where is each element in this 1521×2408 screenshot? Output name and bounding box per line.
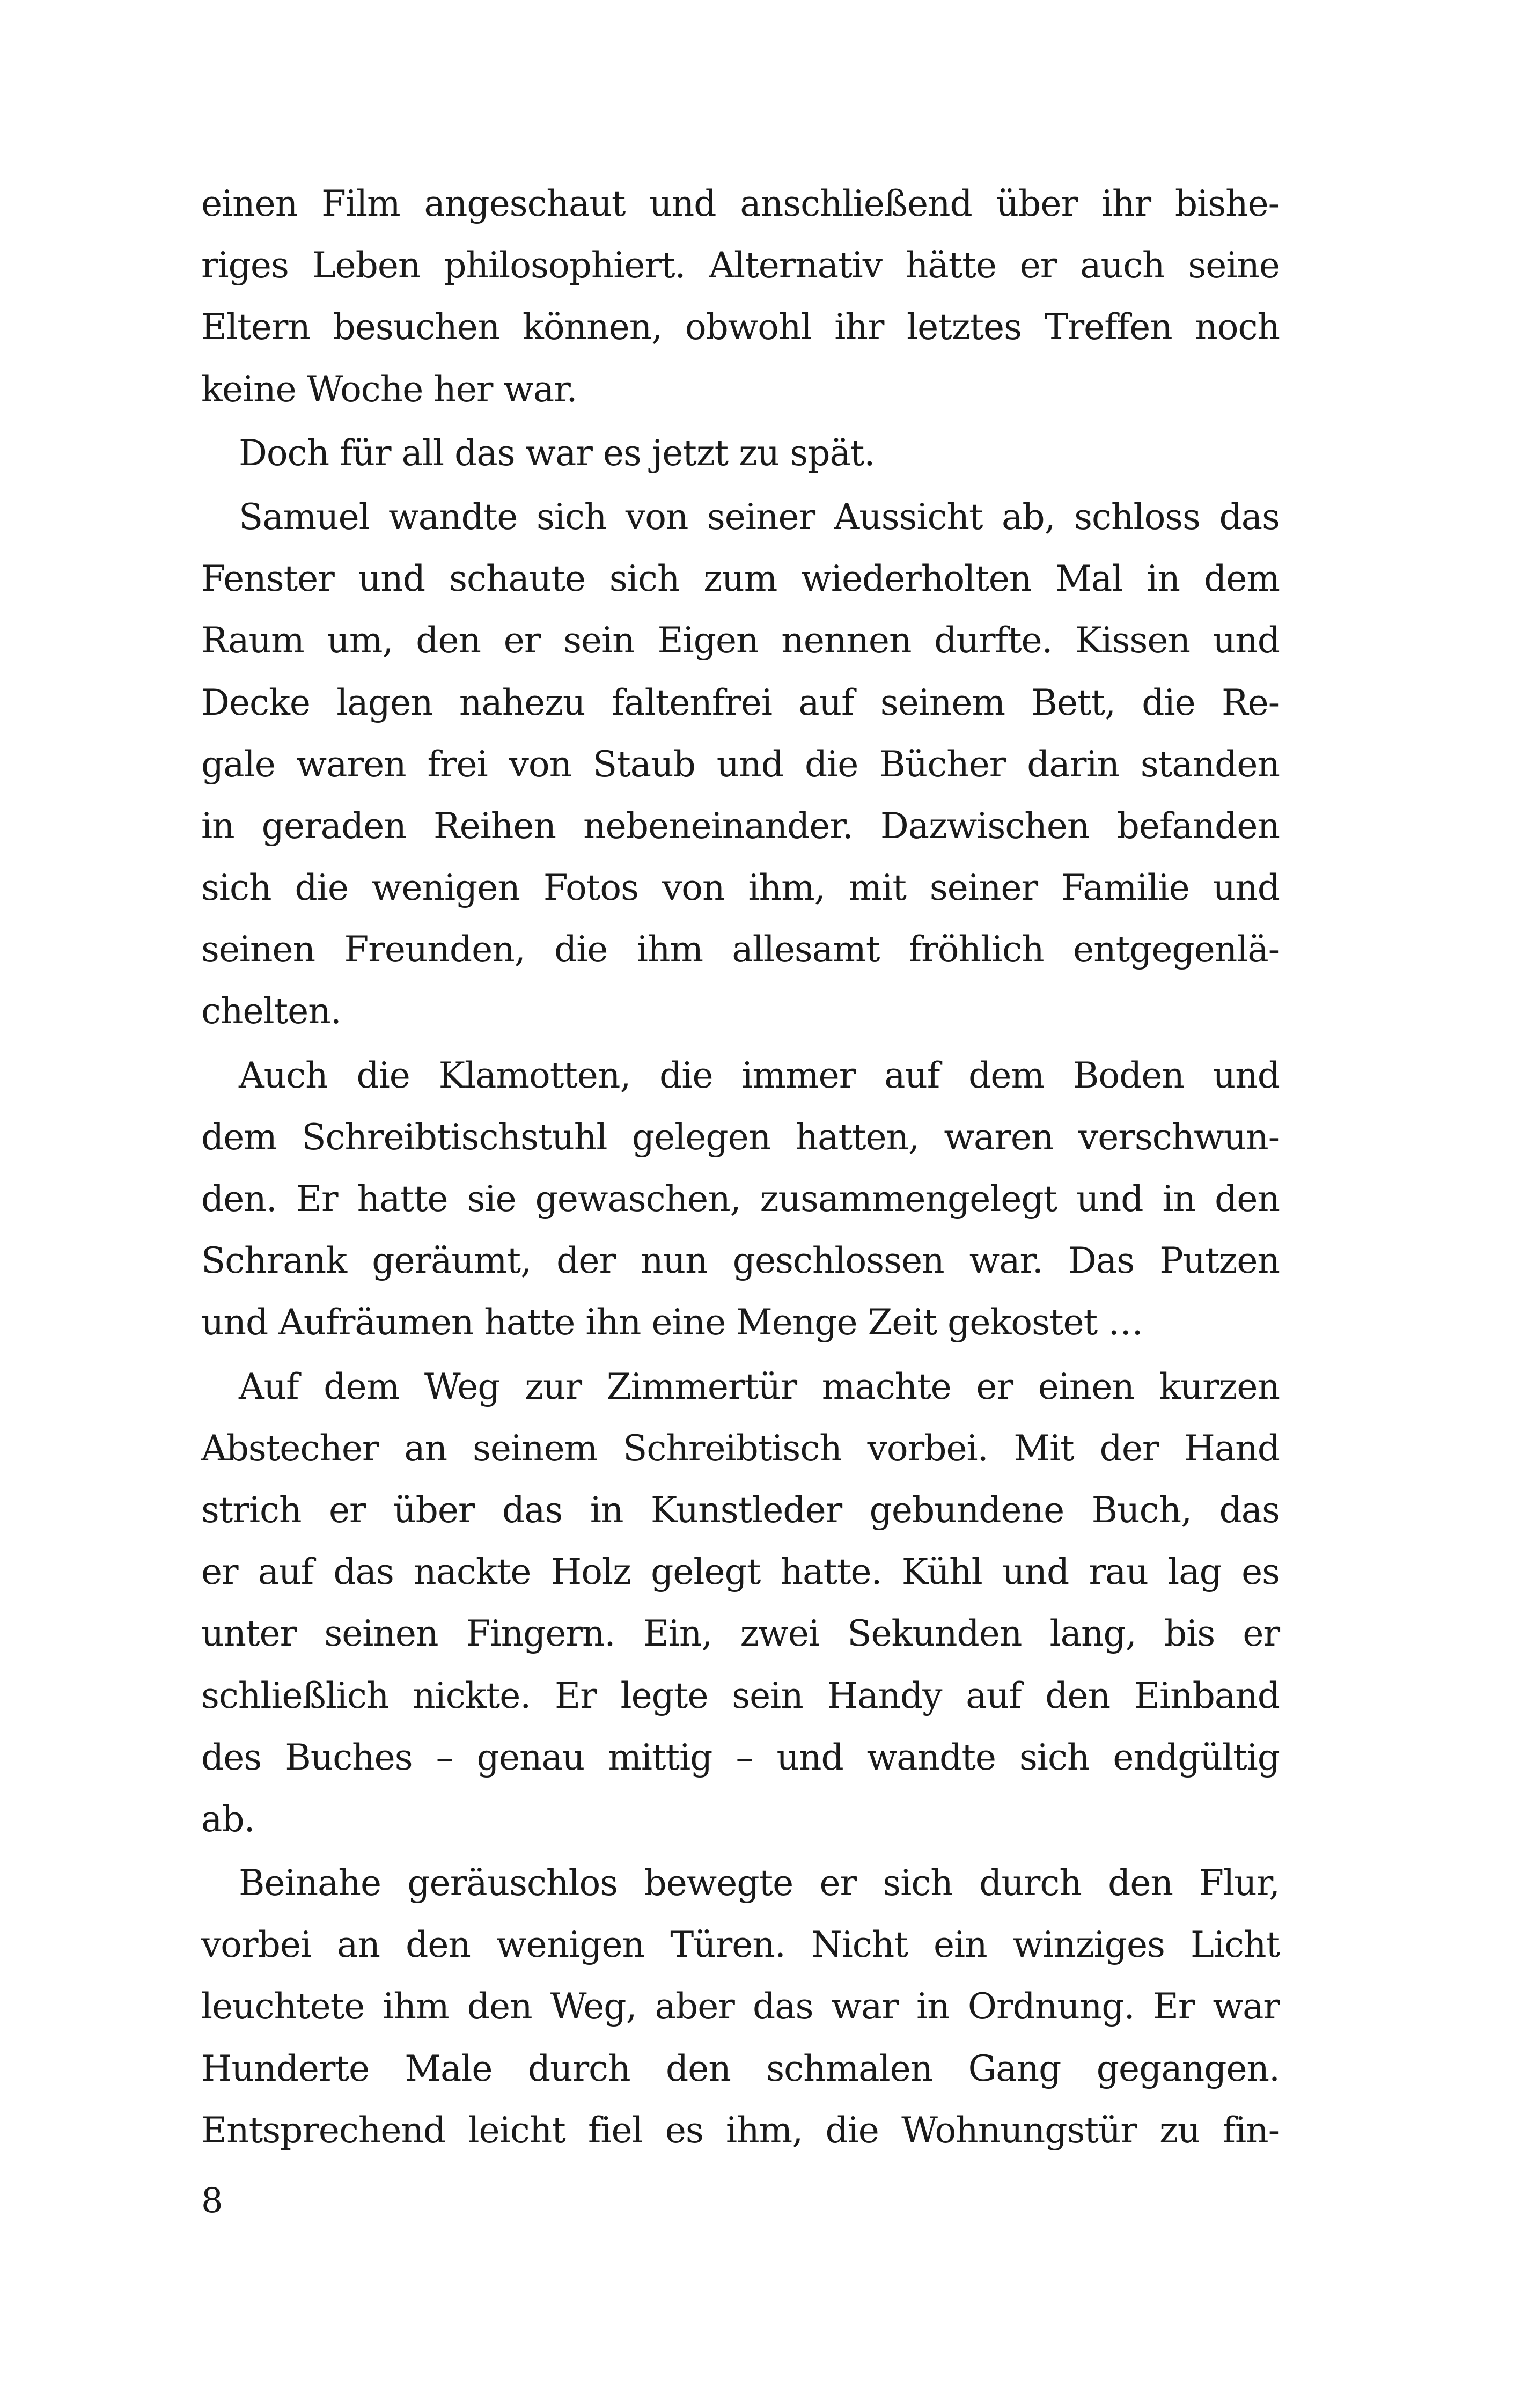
paragraph	[201, 422, 1280, 484]
text-line: chelten.	[201, 990, 341, 1032]
text-line: Fenster und schaute sich zum wiederholten Mal in dem	[201, 558, 1280, 600]
paragraph	[201, 1356, 1280, 1851]
text-line: sich die wenigen Fotos von ihm, mit seiner Familie und	[201, 867, 1280, 909]
text-line: Beinahe geräuschlos bewegte er sich durch den Flur,	[239, 1862, 1280, 1904]
text-line: strich er über das in Kunstleder gebundene Buch, das	[201, 1489, 1280, 1531]
text-line: und Aufräumen hatte ihn eine Menge Zeit gekostet …	[201, 1302, 1143, 1344]
text-line: Schrank geräumt, der nun geschlossen war. Das Putzen	[201, 1240, 1280, 1282]
text-line: Raum um, den er sein Eigen nennen durfte. Kissen und	[201, 620, 1280, 662]
text-line: Doch für all das war es jetzt zu spät.	[239, 432, 875, 474]
text-line: Hunderte Male durch den schmalen Gang gegangen.	[201, 2047, 1280, 2089]
text-line: unter seinen Fingern. Ein, zwei Sekunden lang, bis er	[201, 1613, 1280, 1655]
text-line: den. Er hatte sie gewaschen, zusammengelegt und in den	[201, 1178, 1280, 1220]
body-text	[201, 173, 1280, 2161]
text-line: einen Film angeschaut und anschließend über ihr bishe-	[201, 183, 1280, 224]
text-line: Abstecher an seinem Schreibtisch vorbei. Mit der Hand	[201, 1427, 1280, 1469]
text-line: ab.	[201, 1798, 255, 1840]
page-number: 8	[201, 2181, 223, 2221]
text-line: schließlich nickte. Er legte sein Handy auf den Einband	[201, 1675, 1280, 1716]
text-line: Samuel wandte sich von seiner Aussicht ab, schloss das	[239, 496, 1280, 538]
paragraph	[201, 486, 1280, 1043]
text-line: Decke lagen nahezu faltenfrei auf seinem Bett, die Re-	[201, 681, 1280, 723]
paragraph	[201, 1852, 1280, 2161]
paragraph	[201, 1045, 1280, 1354]
paragraph	[201, 173, 1280, 420]
text-line: gale waren frei von Staub und die Bücher darin standen	[201, 743, 1280, 785]
text-line: riges Leben philosophiert. Alternativ hätte er auch seine	[201, 245, 1280, 287]
text-line: Eltern besuchen können, obwohl ihr letztes Treffen noch	[201, 306, 1280, 348]
text-line: des Buches – genau mittig – und wandte sich endgültig	[201, 1736, 1280, 1778]
text-line: Auf dem Weg zur Zimmertür machte er einen kurzen	[239, 1365, 1280, 1407]
text-line: dem Schreibtischstuhl gelegen hatten, waren verschwun-	[201, 1116, 1280, 1158]
text-line: keine Woche her war.	[201, 368, 577, 410]
text-line: vorbei an den wenigen Türen. Nicht ein winziges Licht	[201, 1924, 1280, 1966]
text-line: Entsprechend leicht fiel es ihm, die Wohnungstür zu fin-	[201, 2109, 1280, 2151]
text-line: in geraden Reihen nebeneinander. Dazwischen befanden	[201, 805, 1280, 847]
text-line: er auf das nackte Holz gelegt hatte. Kühl und rau lag es	[201, 1551, 1280, 1593]
text-line: seinen Freunden, die ihm allesamt fröhlich entgegenlä-	[201, 929, 1280, 971]
text-line: leuchtete ihm den Weg, aber das war in Ordnung. Er war	[201, 1986, 1280, 2028]
text-line: Auch die Klamotten, die immer auf dem Boden und	[239, 1054, 1280, 1096]
